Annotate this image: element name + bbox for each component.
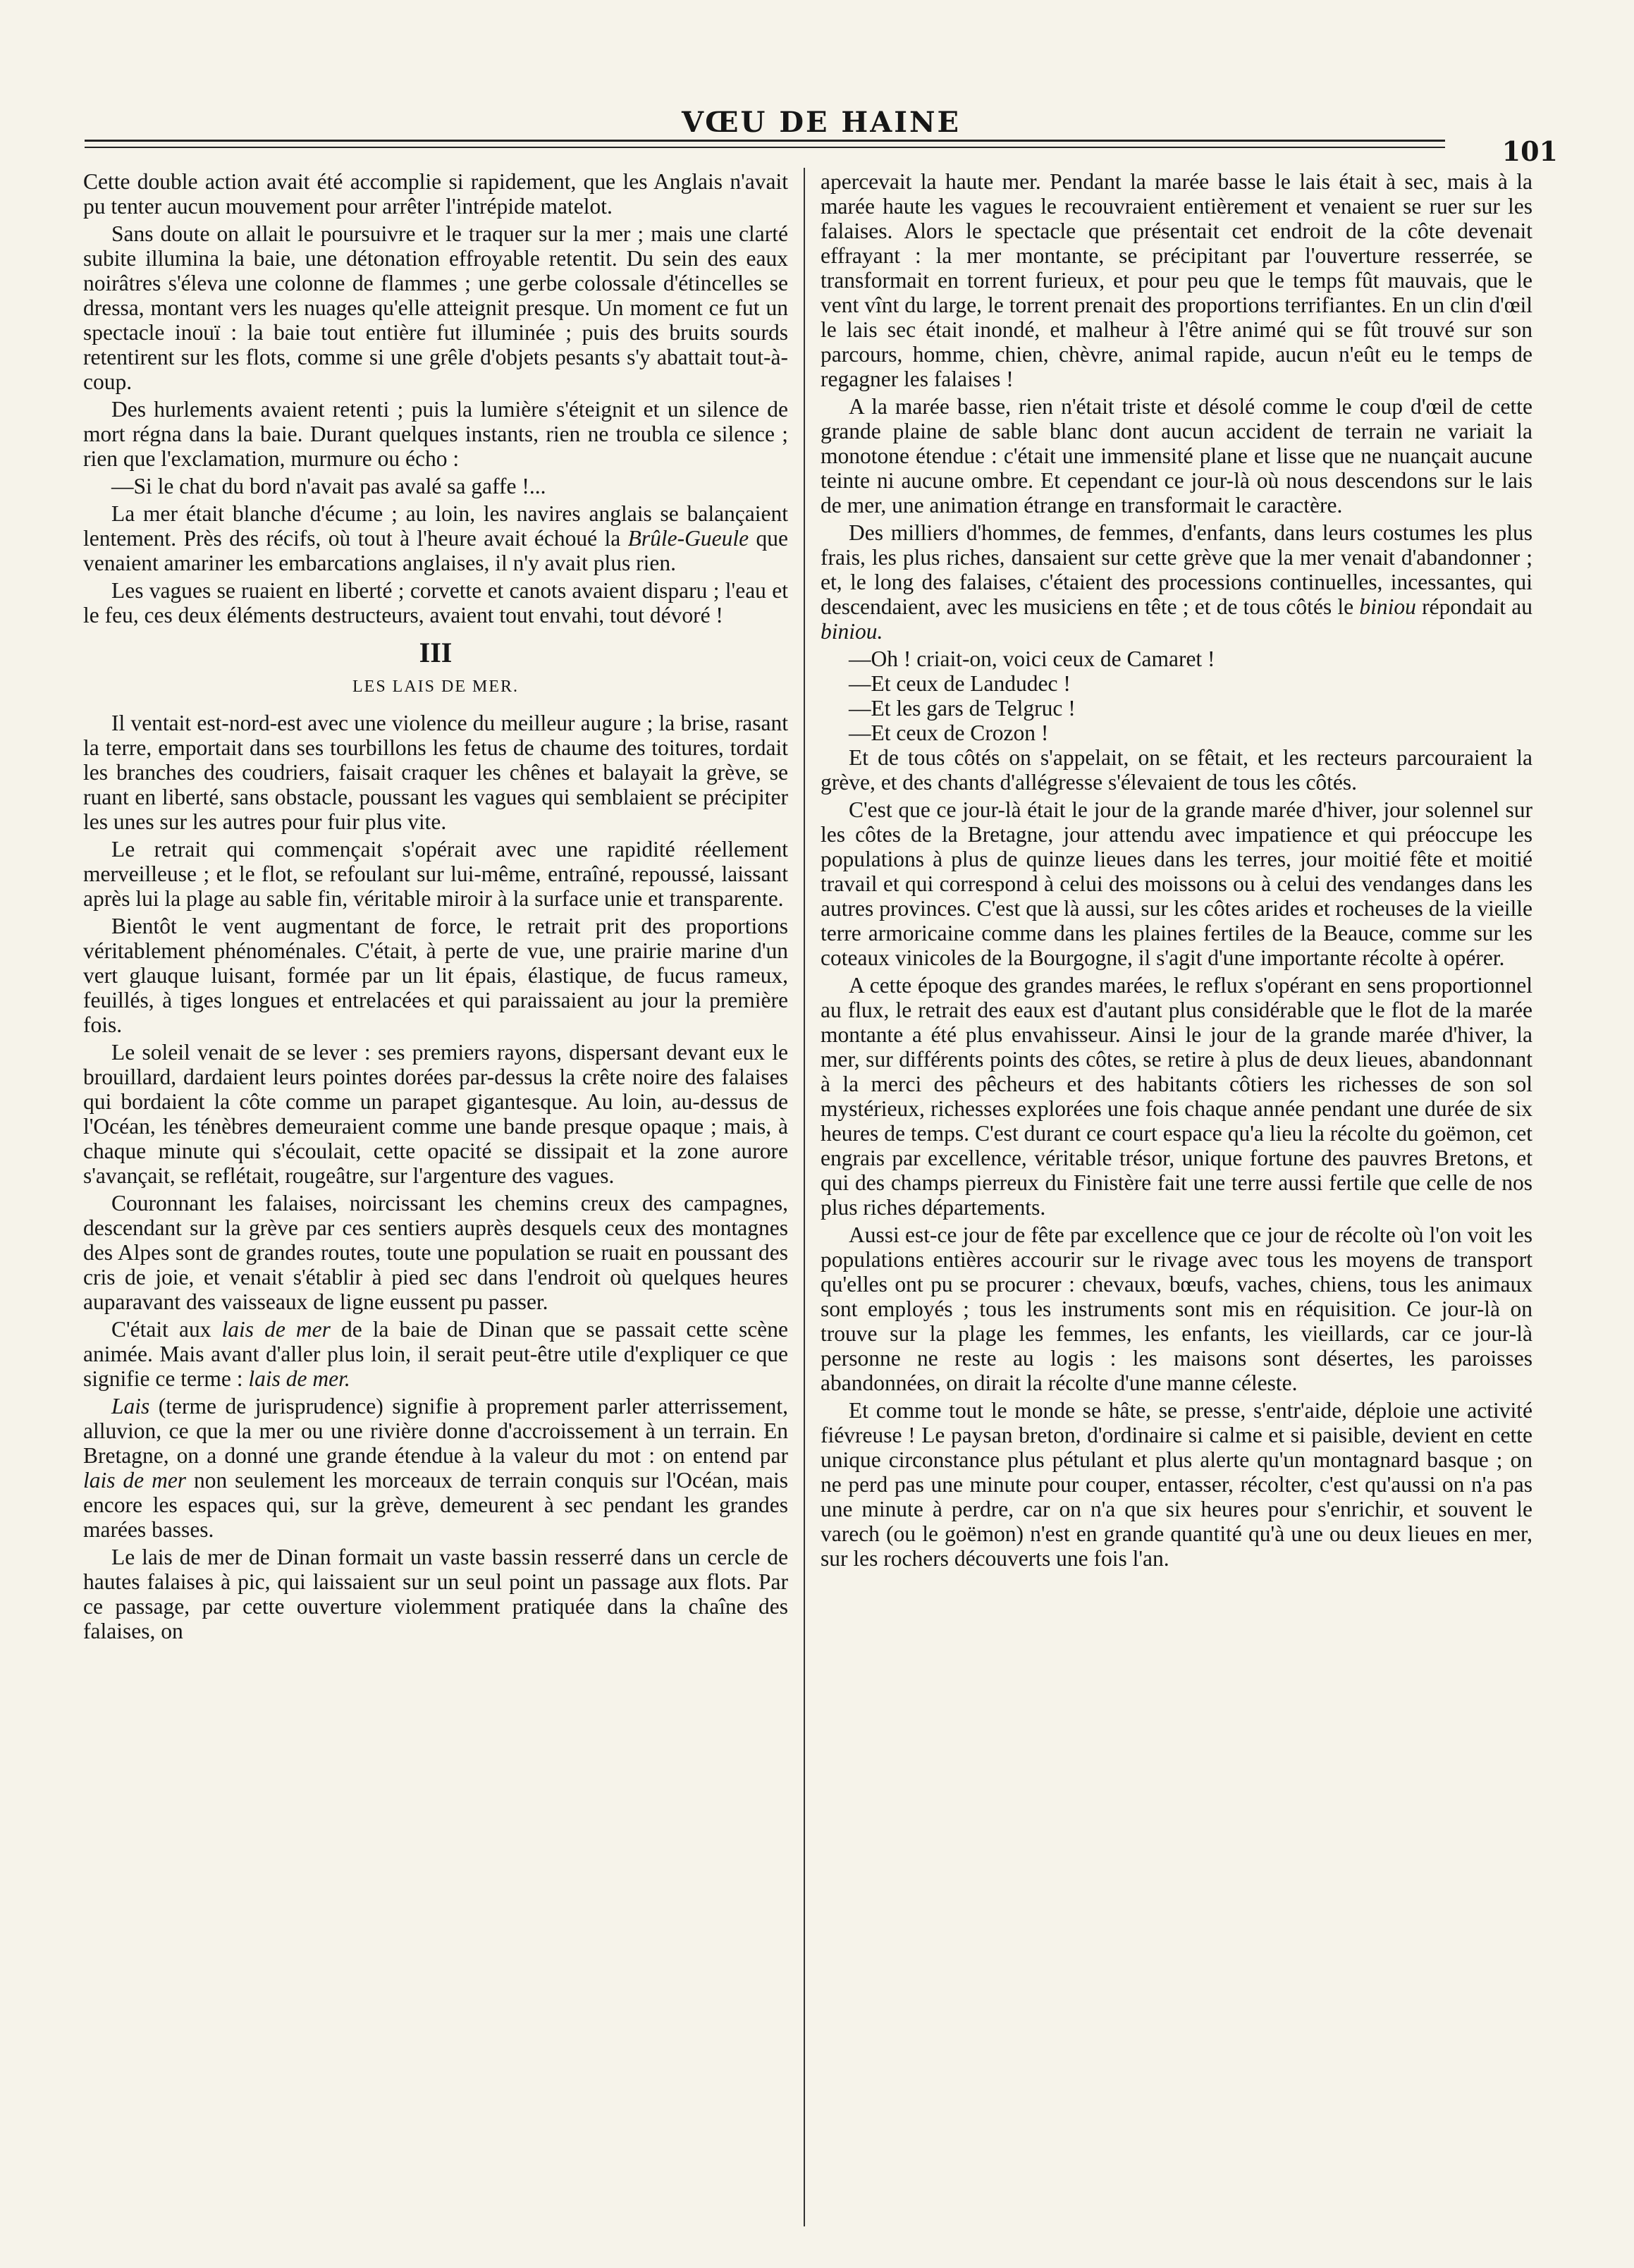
right-column (821, 169, 1532, 1574)
dialogue-line: —Et ceux de Landudec ! (849, 671, 1071, 696)
paragraph: Le lais de mer de Dinan formait un vaste bassin resserré dans un cercle de hautes falaises à pic, qui laissaient sur un seul point un passage aux flots. Par ce passage, par cette ouverture violemment pratiquée dans la chaîne des falaises, on (83, 1545, 788, 1643)
paragraph: Et de tous côtés on s'appelait, on se fêtait, et les recteurs parcouraient la grève, et des chants d'allégresse s'élevaient de tous les côtés. (821, 745, 1532, 795)
dialogue-line: —Oh ! criait-on, voici ceux de Camaret ! (849, 646, 1215, 671)
paragraph: Le retrait qui commençait s'opérait avec une rapidité réellement merveilleuse ; et le flot, se refoulant sur lui-même, entraîné, repoussé, laissant après lui la plage au sable fin, véritable miroir à la surface unie et transparente. (83, 837, 788, 911)
header-rule (85, 140, 1445, 142)
paragraph: apercevait la haute mer. Pendant la marée basse le lais était à sec, mais à la marée haute les vagues le recouvraient entièrement et venaient se ruer sur les falaises. Alors le spectacle que présentait cet endroit de la côte devenait effrayant : la mer montante, se précipitant par l'ouverture resserrée, se transformait en torrent furieux, et pour peu que le temps fût mauvais, que le vent vînt du large, le torrent prenait des proportions terrifiantes. En un clin d'œil le lais sec était inondé, et malheur à l'être animé qui se fût trouvé sur son parcours, homme, chien, chèvre, animal rapide, aucun n'eût eu le temps de regagner les falaises ! (821, 169, 1532, 391)
paragraph: Les vagues se ruaient en liberté ; corvette et canots avaient disparu ; l'eau et le feu, ces deux éléments destructeurs, avaient tout envahi, tout dévoré ! (83, 578, 788, 627)
column-divider (804, 168, 805, 2226)
paragraph: Cette double action avait été accomplie si rapidement, que les Anglais n'avait pu tenter aucun mouvement pour arrêter l'intrépide matelot. (83, 169, 788, 219)
paragraph: Il ventait est-nord-est avec une violence du meilleur augure ; la brise, rasant la terre, emportait dans ses tourbillons les fetus de chaume des toitures, tordait les branches des coudriers, faisait craquer les chênes et balayait la grève, se ruant en liberté, sans obstacle, poussant les vagues qui semblaient se précipiter les unes sur les autres pour fuir plus vite. (83, 711, 788, 834)
paragraph: C'était aux lais de mer de la baie de Dinan que se passait cette scène animée. Mais avant d'aller plus loin, il serait peut-être utile d'expliquer ce que signifie ce terme : lais de mer. (83, 1317, 788, 1391)
dialogue-line: —Si le chat du bord n'avait pas avalé sa gaffe !... (111, 474, 546, 498)
dialogue-line: —Et les gars de Telgruc ! (849, 696, 1076, 721)
paragraph: Lais (terme de jurisprudence) signifie à proprement parler atterrissement, alluvion, ce que la mer ou une rivière donne d'accroissement à un terrain. En Bretagne, on a donné une grande étendue à la valeur du mot : on entend par lais de mer non seulement les morceaux de terrain conquis sur l'Océan, mais encore les espaces qui, sur la grève, demeurent à sec pendant les grandes marées basses. (83, 1394, 788, 1542)
ship-name: Brûle-Gueule (627, 526, 749, 551)
paragraph: Des milliers d'hommes, de femmes, d'enfants, dans leurs costumes les plus frais, les plus riches, dansaient sur cette grève que la mer venait d'abandonner ; et, le long des falaises, c'étaient des processions continuelles, incessantes, qui descendaient, avec les musiciens en tête ; et de tous côtés le biniou répondait au biniou. (821, 520, 1533, 644)
running-title: VŒU DE HAINE (681, 106, 962, 139)
paragraph: Des hurlements avaient retenti ; puis la lumière s'éteignit et un silence de mort régna dans la baie. Durant quelques instants, rien ne troubla ce silence ; rien que l'exclamation, murmure ou écho : (83, 397, 788, 471)
dialogue-line: —Et ceux de Crozon ! (849, 721, 1049, 745)
paragraph: Bientôt le vent augmentant de force, le retrait prit des proportions véritablement phénoménales. C'était, à perte de vue, une prairie marine d'un vert glauque luisant, formée par un lit épais, élastique, de fucus rameux, feuillés, à tiges longues et entrelacées et qui paraissaient au jour la première fois. (83, 914, 788, 1037)
paragraph: C'est que ce jour-là était le jour de la grande marée d'hiver, jour solennel sur les côtes de la Bretagne, jour attendu avec impatience et qui préoccupe les populations à plus de quinze lieues dans les terres, jour moitié fête et moitié travail et qui correspond à celui des moissons ou à celui des vendanges dans les autres provinces. C'est que là aussi, sur les côtes arides et rocheuses de la vieille terre armoricaine comme dans les plaines fertiles de la Beauce, comme sur les coteaux vinicoles de la Bourgogne, il s'agit d'une importante récolte à opérer. (821, 797, 1532, 970)
paragraph: A la marée basse, rien n'était triste et désolé comme le coup d'œil de cette grande plaine de sable blanc dont aucun accident de terrain ne variait la monotone étendue : c'était une immensité plane et lisse que ne nuançait aucune teinte ni aucune ombre. Et cependant ce jour-là où nous descendons sur le lais de mer, une animation étrange en transformait le caractère. (821, 394, 1532, 517)
left-column (83, 169, 788, 1646)
section-title: LES LAIS DE MER. (352, 678, 519, 696)
paragraph: Couronnant les falaises, noircissant les chemins creux des campagnes, descendant sur la grève par ces sentiers auprès desquels ceux des montagnes des Alpes sont de grandes routes, toute une population se ruait en poussant des cris de joie, et venait s'établir à pied sec dans l'endroit où quelques heures auparavant des vaisseaux de ligne eussent pu passer. (83, 1191, 788, 1314)
paragraph: Sans doute on allait le poursuivre et le traquer sur la mer ; mais une clarté subite illumina la baie, une détonation effroyable retentit. Du sein des eaux noirâtres s'éleva une colonne de flammes ; une gerbe colossale d'étincelles se dressa, montant vers les nuages qu'elle atteignit presque. Un moment ce fut un spectacle inouï : la baie tout entière fut illuminée ; puis des bruits sourds retentirent sur les flots, comme si une grêle d'objets pesants s'y abattait tout-à-coup. (83, 221, 788, 394)
paragraph: Et comme tout le monde se hâte, se presse, s'entr'aide, déploie une activité fiévreuse ! Le paysan breton, d'ordinaire si calme et si paisible, devient en cette unique circonstance plus pétulant et plus alerte qu'un montagnard basque ; on ne perd pas une minute pour couper, entasser, récolter, c'est qu'aussi on n'a pas une minute à perdre, car on n'a que six heures pour s'enrichir, et souvent le varech (ou le goëmon) n'est en grande quantité qu'à une ou deux lieues en mer, sur les rochers découverts une fois l'an. (821, 1398, 1532, 1571)
paragraph: A cette époque des grandes marées, le reflux s'opérant en sens proportionnel au flux, le retrait des eaux est d'autant plus considérable que le flot de la marée montante a été plus envahisseur. Ainsi le jour de la grande marée d'hiver, la mer, sur différents points des côtes, se retire à plus de deux lieues, abandonnant à la merci des pêcheurs et des habitants côtiers les richesses de son sol mystérieux, richesses explorées une fois chaque année pendant une durée de six heures de temps. C'est durant ce court espace qu'a lieu la récolte du goëmon, cet engrais par excellence, véritable trésor, unique fortune des pauvres Bretons, et qui des champs pierreux du Finistère fait une terre aussi fertile que celle de nos plus riches départements. (821, 973, 1532, 1220)
paragraph: Aussi est-ce jour de fête par excellence que ce jour de récolte où l'on voit les populations entières accourir sur le rivage avec tous les moyens de transport qu'elles ont pu se procurer : chevaux, bœufs, vaches, chiens, tous les animaux sont employés ; tous les instruments sont mis en réquisition. Ce jour-là on trouve sur la plage les femmes, les enfants, les vieillards, car ce jour-là personne ne reste au logis : les maisons sont désertes, les paroisses abandonnées, on dirait la récolte d'une manne céleste. (821, 1222, 1532, 1395)
paragraph: Le soleil venait de se lever : ses premiers rayons, dispersant devant eux le brouillard, dardaient leurs pointes dorées par-dessus la crête noire des falaises qui bordaient la côte comme un parapet gigantesque. Au loin, au-dessus de l'Océan, les ténèbres demeuraient comme une bande presque opaque ; mais, à chaque minute qui s'écoulait, cette opacité se dissipait et la zone aurore s'avançait, se reflétait, rougeâtre, sur l'argenture des vagues. (83, 1040, 788, 1188)
section-number: III (419, 637, 453, 668)
header-rule-thin (85, 147, 1445, 148)
page-number: 101 (1501, 135, 1558, 167)
paragraph: La mer était blanche d'écume ; au loin, les navires anglais se balançaient lentement. Près des récifs, où tout à l'heure avait échoué la Brûle-Gueule que venaient amariner les embarcations anglaises, il n'y avait plus rien. (83, 501, 789, 575)
